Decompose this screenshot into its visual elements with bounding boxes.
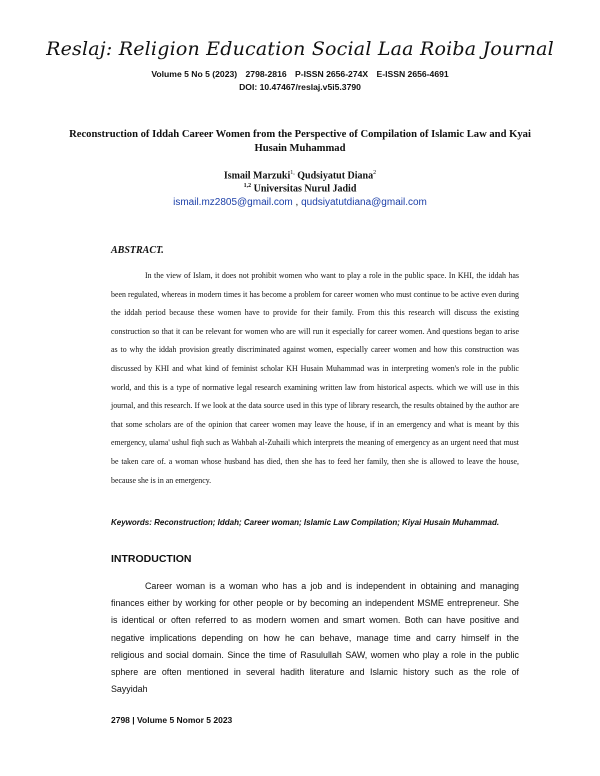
page-range: 2798-2816: [245, 69, 287, 79]
email-separator: ,: [295, 197, 299, 208]
email-link[interactable]: qudsiyatutdiana@gmail.com: [301, 197, 427, 208]
keywords: Keywords: Reconstruction; Iddah; Career woman; Islamic Law Compilation; Kiyai Husain Muhammad.: [111, 518, 500, 527]
volume-info: Volume 5 No 5 (2023): [151, 69, 238, 79]
page-footer: 2798 | Volume 5 Nomor 5 2023: [111, 715, 233, 725]
introduction-text: Career woman is a woman who has a job and is independent in obtaining and managing finances either by working for other people or by becoming an independent MSME entrepreneur. She is identical or often referred to as modern women and smart women. Both can have positive and negative implications depending on how he can behave, manage time and carry himself in the religious and social domain. Since the time of Rasulullah SAW, women who play a role in the public sphere are often mentioned in several hadith literature and Islamic history such as the role of Sayyidah: [111, 581, 519, 695]
email-line: [0, 197, 600, 208]
doi-line: DOI: 10.47467/reslaj.v5i5.3790: [239, 82, 361, 92]
author-superscript: 2: [373, 170, 377, 176]
email-link[interactable]: ismail.mz2805@gmail.com: [173, 197, 293, 208]
paper-title: Reconstruction of Iddah Career Women from the Perspective of Compilation of Islamic Law and Kyai Husain Muhammad: [69, 129, 531, 154]
journal-name: Reslaj: Religion Education Social Laa Roiba Journal: [46, 38, 554, 60]
abstract-text: In the view of Islam, it does not prohibit women who want to play a role in the public space. In KHI, the iddah has been regulated, whereas in modern times it has become a problem for career women who must continue to be active even during the iddah period because these women have to provide for their family. From this this research will discuss the existing construction so that it can be relevant for women who are will run it especially for career women. And questions began to arise as to why the iddah provision greatly discriminated against women, especially career women and how this construction was discussed by KHI and what kind of feminist scholar KH Husain Muhammad was in interpreting women's role in the public world, and this is a type of normative legal research examining written law from historical aspects. which we will use in this journal, and this research. If we look at the data source used in this type of library research, the results obtained by the author are that some scholars are of the opinion that career women may leave the house, if in an emergency and what is meant by this emergency, ulama' ushul fiqh such as Wahbah al-Zuhaili which interprets the meaning of emergency as an urgent need that must be taken care of. a woman whose husband has died, then she has to feed her family, then she is allowed to leave the house, because she is in an emergency.: [111, 271, 519, 485]
author-superscript: 1,: [290, 170, 295, 176]
affiliation: Universitas Nurul Jadid: [253, 183, 357, 195]
e-issn: E-ISSN 2656-4691: [376, 69, 449, 79]
p-issn: P-ISSN 2656-274X: [295, 69, 369, 79]
affiliation-superscript: 1,2: [243, 183, 252, 189]
author-line: [0, 170, 600, 181]
abstract-heading: ABSTRACT.: [111, 245, 164, 256]
affiliation-line: [0, 183, 600, 194]
author-name: Qudsiyatut Diana: [297, 170, 374, 182]
author-name: Ismail Marzuki: [223, 170, 291, 182]
journal-meta-line: [0, 69, 600, 79]
section-heading: INTRODUCTION: [111, 553, 192, 565]
